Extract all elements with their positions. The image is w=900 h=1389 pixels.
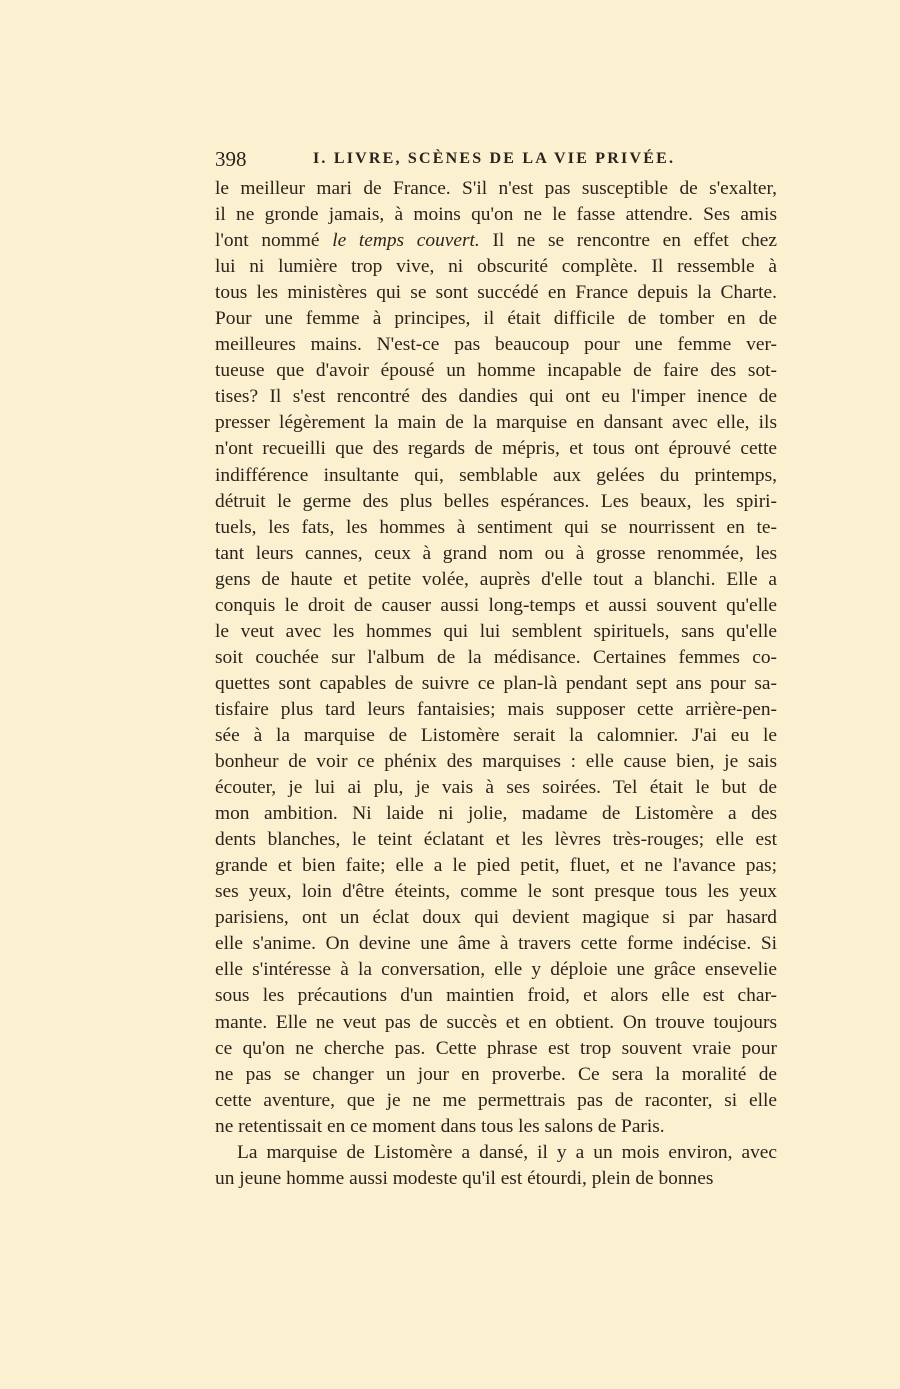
text-line: ne pas se changer un jour en proverbe. Ce sera la moralité de [215,1063,777,1085]
text-line: lui ni lumière trop vive, ni obscurité complète. Il ressemble à [215,256,777,278]
text-line: elle s'anime. On devine une âme à travers cette forme indécise. Si [215,933,777,955]
text-line [215,228,777,254]
text-line: meilleures mains. N'est-ce pas beaucoup pour une femme ver- [215,334,777,356]
text-line: presser légèrement la main de la marquise en dansant avec elle, ils [215,412,777,434]
text-line: mon ambition. Ni laide ni jolie, madame de Listomère a des [215,803,777,825]
running-header [215,147,777,173]
text-line: Pour une femme à principes, il était difficile de tomber en de [215,308,777,330]
text-line: conquis le droit de causer aussi long-temps et aussi souvent qu'elle [215,594,777,616]
text-line: un jeune homme aussi modeste qu'il est étourdi, plein de bonnes [215,1167,714,1189]
text-span: Il ne se rencontre en effet chez [479,230,777,252]
text-line: La marquise de Listomère a dansé, il y a un mois environ, avec [237,1141,777,1163]
text-line: cette aventure, que je ne me permettrais pas de raconter, si elle [215,1089,777,1111]
text-line: ses yeux, loin d'être éteints, comme le sont presque tous les yeux [215,881,777,903]
text-line: il ne gronde jamais, à moins qu'on ne le fasse attendre. Ses amis [215,204,777,226]
text-line: parisiens, ont un éclat doux qui devient magique si par hasard [215,907,777,929]
text-line: soit couchée sur l'album de la médisance. Certaines femmes co- [215,646,777,668]
text-line: tous les ministères qui se sont succédé en France depuis la Charte. [215,282,777,304]
italic-phrase: le temps couvert. [332,230,480,252]
text-line: sée à la marquise de Listomère serait la calomnier. J'ai eu le [215,724,777,746]
text-line: tueuse que d'avoir épousé un homme incapable de faire des sot- [215,360,777,382]
text-line: tises? Il s'est rencontré des dandies qui ont eu l'imper inence de [215,386,777,408]
page-number: 398 [215,147,247,171]
text-line: ne retentissait en ce moment dans tous les salons de Paris. [215,1115,665,1137]
text-line: ce qu'on ne cherche pas. Cette phrase est trop souvent vraie pour [215,1037,777,1059]
text-line: sous les précautions d'un maintien froid, et alors elle est char- [215,985,777,1007]
text-line: quettes sont capables de suivre ce plan-là pendant sept ans pour sa- [215,672,777,694]
text-line: indifférence insultante qui, semblable aux gelées du printemps, [215,464,777,486]
page-body-text [215,176,777,1192]
text-line: dents blanches, le teint éclatant et les lèvres très-rouges; elle est [215,829,777,851]
text-line: le veut avec les hommes qui lui semblent spirituels, sans qu'elle [215,620,777,642]
text-line: tuels, les fats, les hommes à sentiment qui se nourrissent en te- [215,516,777,538]
text-line: gens de haute et petite volée, auprès d'elle tout a blanchi. Elle a [215,568,777,590]
text-line: tant leurs cannes, ceux à grand nom ou à grosse renommée, les [215,542,777,564]
text-line: écouter, je lui ai plu, je vais à ses soirées. Tel était le but de [215,777,777,799]
text-line: bonheur de voir ce phénix des marquises : elle cause bien, je sais [215,751,777,773]
text-span: l'ont nommé [215,230,333,252]
text-line: elle s'intéresse à la conversation, elle y déploie une grâce ensevelie [215,959,777,981]
text-line: tisfaire plus tard leurs fantaisies; mais supposer cette arrière-pen- [215,698,777,720]
text-line: mante. Elle ne veut pas de succès et en obtient. On trouve toujours [215,1011,777,1033]
text-line: n'ont recueilli que des regards de mépris, et tous ont éprouvé cette [215,438,777,460]
text-line: grande et bien faite; elle a le pied petit, fluet, et ne l'avance pas; [215,855,777,877]
text-line: détruit le germe des plus belles espérances. Les beaux, les spiri- [215,490,777,512]
text-line: le meilleur mari de France. S'il n'est pas susceptible de s'exalter, [215,178,777,199]
running-title: I. LIVRE, SCÈNES DE LA VIE PRIVÉE. [313,150,676,167]
